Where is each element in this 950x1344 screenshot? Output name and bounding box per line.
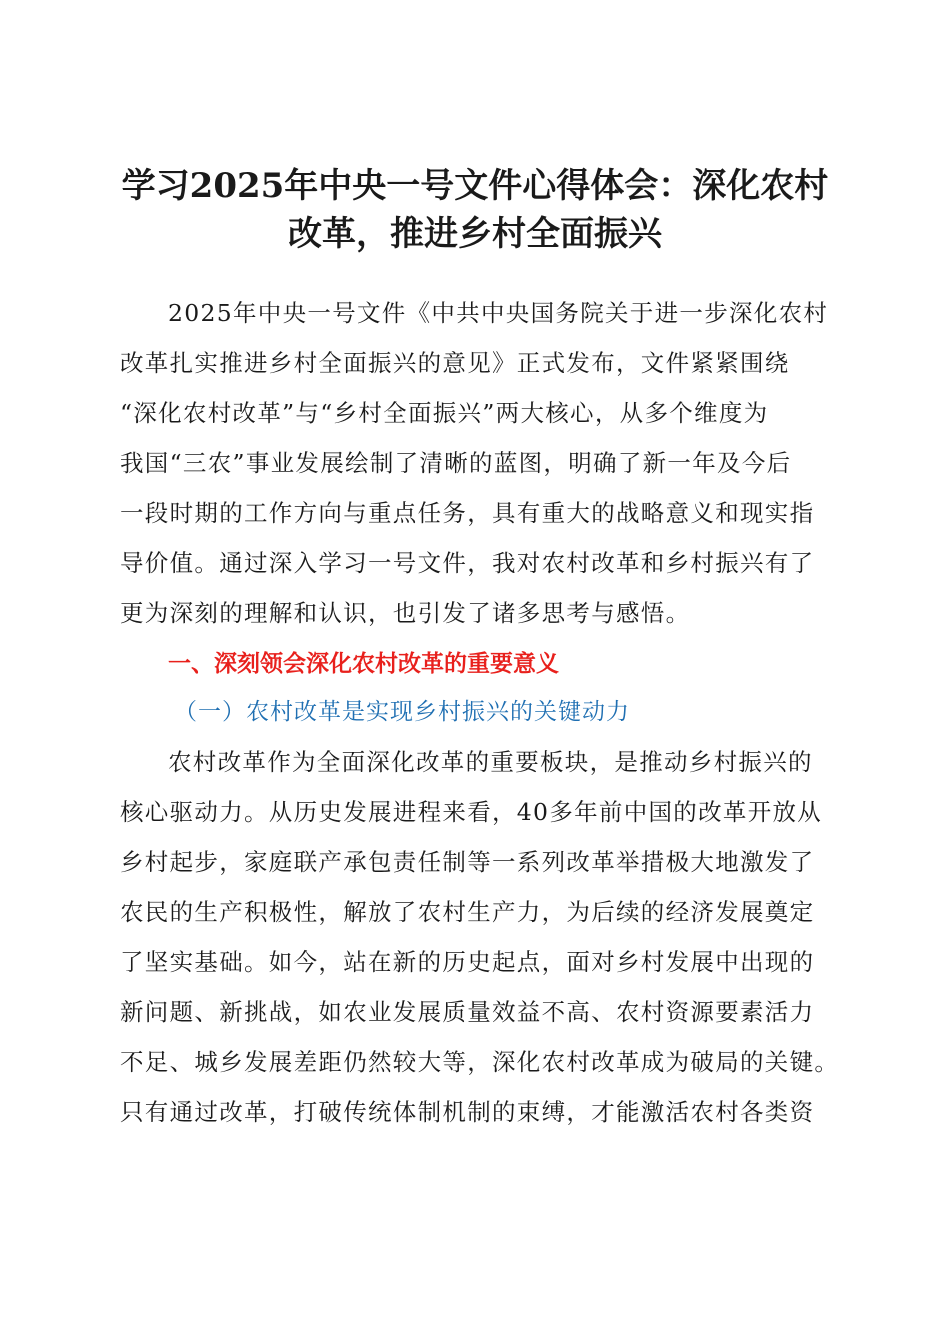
intro-paragraph-line: 一段时期的工作方向与重点任务，具有重大的战略意义和现实指 [120,499,815,527]
body-paragraph-line: 新问题、新挑战，如农业发展质量效益不高、农村资源要素活力 [120,998,815,1026]
body-paragraph-line: 农村改革作为全面深化改革的重要板块，是推动乡村振兴的 [168,748,813,776]
body-paragraph-line: 核心驱动力。从历史发展进程来看，40多年前中国的改革开放从 [120,798,823,826]
intro-paragraph-line: 2025年中央一号文件《中共中央国务院关于进一步深化农村 [168,299,829,327]
section-heading: 一、深刻领会深化农村改革的重要意义 [168,651,559,677]
document-title-line-1: 学习2025年中央一号文件心得体会：深化农村 [121,166,829,206]
body-paragraph-line: 不足、城乡发展差距仍然较大等，深化农村改革成为破局的关键。 [120,1048,840,1076]
intro-paragraph-line: 导价值。通过深入学习一号文件，我对农村改革和乡村振兴有了 [120,549,815,577]
intro-paragraph-line: 改革扎实推进乡村全面振兴的意见》正式发布，文件紧紧围绕 [120,349,790,377]
document-title-line-2: 改革，推进乡村全面振兴 [288,214,662,254]
intro-paragraph-line: “深化农村改革”与“乡村全面振兴”两大核心，从多个维度为 [120,399,769,427]
subsection-heading: （一）农村改革是实现乡村振兴的关键动力 [174,699,630,725]
body-paragraph-line: 农民的生产积极性，解放了农村生产力，为后续的经济发展奠定 [120,898,815,926]
body-paragraph-line: 了坚实基础。如今，站在新的历史起点，面对乡村发展中出现的 [120,948,815,976]
intro-paragraph-line: 更为深刻的理解和认识，也引发了诸多思考与感悟。 [120,599,691,627]
intro-paragraph-line: 我国“三农”事业发展绘制了清晰的蓝图，明确了新一年及今后 [120,449,792,477]
body-paragraph-line: 乡村起步，家庭联产承包责任制等一系列改革举措极大地激发了 [120,848,815,876]
body-paragraph-line: 只有通过改革，打破传统体制机制的束缚，才能激活农村各类资 [120,1098,815,1126]
